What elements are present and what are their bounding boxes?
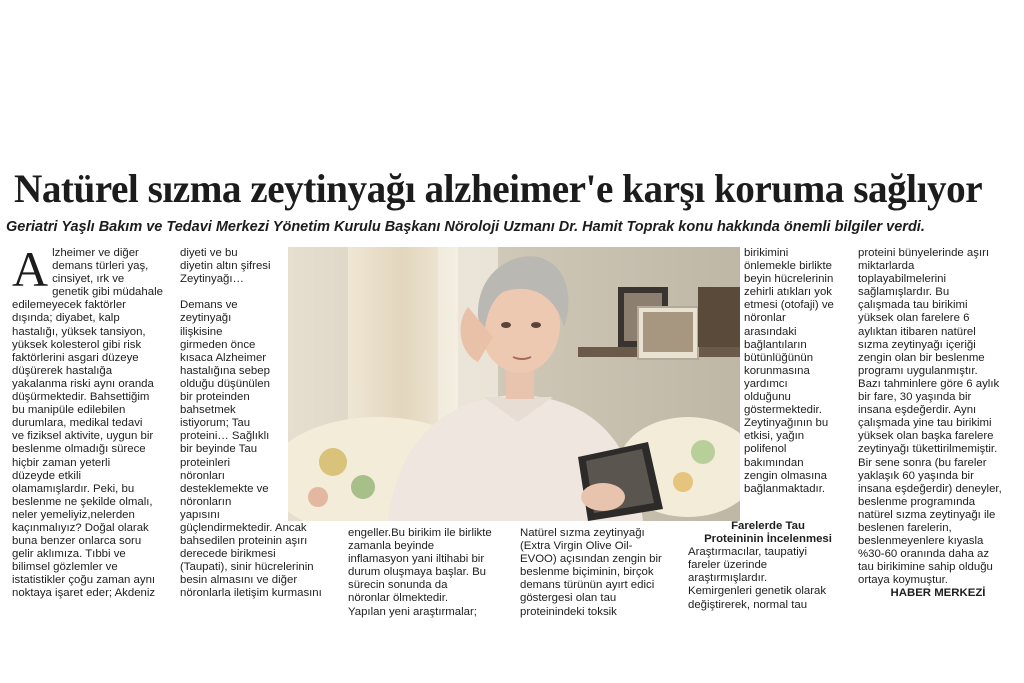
article-column-1 [12, 247, 172, 621]
article-column-5 [744, 247, 852, 527]
article-column-5-continued [688, 520, 848, 621]
column-4-text: Natürel sızma zeytinyağı (Extra Virgin Olive Oil- EVOO) açısından zengin bir beslenme biçiminin, birçok demans türünün ayırt edici göstergesi olan tau proteinindeki toksik [520, 527, 662, 618]
column-2-text: diyeti ve bu diyetin altın şifresi Zeytinyağı… Demans ve zeytinyağı ilişkisine girmeden önce kısaca Alzheimer hastalığına sebep olduğu düşünülen bir proteinden bahsetmek istiyorum; Tau proteini… Sağlıklı bir beyinde Tau proteinleri nöronları desteklemekte ve nöronların yapısını güçlendirmektedir. Ancak bahsedilen proteinin aşırı derecede birikmesi (Taupati), sinir hücrelerinin besin almasını ve diğer nöronlarla iletişim kurmasını [180, 247, 322, 600]
column-6-text: proteini bünyelerinde aşırı miktarlarda toplayabilmelerini sağlamışlardır. Bu çalışmada tau birikimi yüksek olan farelere 6 aylıktan itibaren natürel sızma zeytinyağı içeriği zengin olan bir beslenme programı uygulanmıştır. Bazı tahminlere göre 6 aylık bir fare, 30 yaşında bir insana eşdeğerdir. Aynı çalışmada yine tau birikimi yüksek olan başka farelere zeytinyağı tükettirilmemiştir. Bir sene sonra (bu fareler yaklaşık 60 yaşında bir insana eşdeğerdir) deneyler, beslenme programında natürel sızma zeytinyağı ile beslenen farelerin, beslenmeyenlere kıyasla %30-60 oranında daha az tau birikimine sahip olduğu ortaya koymuştur. [858, 247, 1002, 587]
article-column-3 [348, 527, 508, 621]
article-headline: Natürel sızma zeytinyağı alzheimer'e karşı koruma sağlıyor [14, 166, 983, 211]
article-subheadline: Geriatri Yaşlı Bakım ve Tedavi Merkezi Yönetim Kurulu Başkanı Nöroloji Uzmanı Dr. Hamit Toprak konu hakkında önemli bilgiler verdi. [6, 219, 925, 235]
column-1-text: lzheimer ve diğer demans türleri yaş, cinsiyet, ırk ve genetik gibi müdahale edilemeyecek faktörler dışında; diyabet, kalp hastalığı, yüksek tansiyon, yüksek kolesterol gibi risk faktörlerini asgari düzeye düşürerek hastalığa yakalanma riski aynı oranda düşürmektedir. Bahsettiğim bu manipüle edilebilen durumlara, medikal tedavi ve fiziksel aktivite, uygun bir beslenme olmadığı sürece hiçbir zaman yeterli düzeyde etkili olamamışlardır. Peki, bu beslenme ne şekilde olmalı, neler yemeliyiz,nelerden kaçınmalıyız? Doğal olarak buna benzer onlarca soru gelir aklımıza. Tıbbi ve bilimsel gözlemler ve istatistikler çoğu zaman aynı noktaya işaret eder; Akdeniz [12, 247, 163, 600]
article-photo [288, 247, 740, 521]
column-5-continued-text: Araştırmacılar, taupatiyi fareler üzerinde araştırmışlardır. Kemirgenleri genetik olarak değiştirerek, normal tau [688, 546, 827, 611]
article-column-6 [858, 247, 1018, 621]
section-subtitle: Farelerde Tau Proteininin İncelenmesi [704, 520, 832, 546]
column-3-text: engeller.Bu birikim ile birlikte zamanla beyinde inflamasyon yani iltihabi bir durum oluşmaya başlar. Bu sürecin sonunda da nöronlar ölmektedir. Yapılan yeni araştırmalar; [348, 527, 492, 618]
drop-cap: A [12, 247, 49, 297]
photo-elderly-woman-icon [288, 247, 740, 521]
column-5-text: birikimini önlemekle birlikte beyin hücrelerinin zehirli atıkları yok etmesi (otofaji) ve nöronlar arasındaki bağlantıların bütünlüğünün korunmasına yardımcı olduğunu göstermektedir. Zeytinyağının bu etkisi, yağın polifenol bakımından zengin olmasına bağlanmaktadır. [744, 247, 834, 495]
article-byline: HABER MERKEZİ [890, 587, 986, 600]
article-column-4 [520, 527, 680, 621]
